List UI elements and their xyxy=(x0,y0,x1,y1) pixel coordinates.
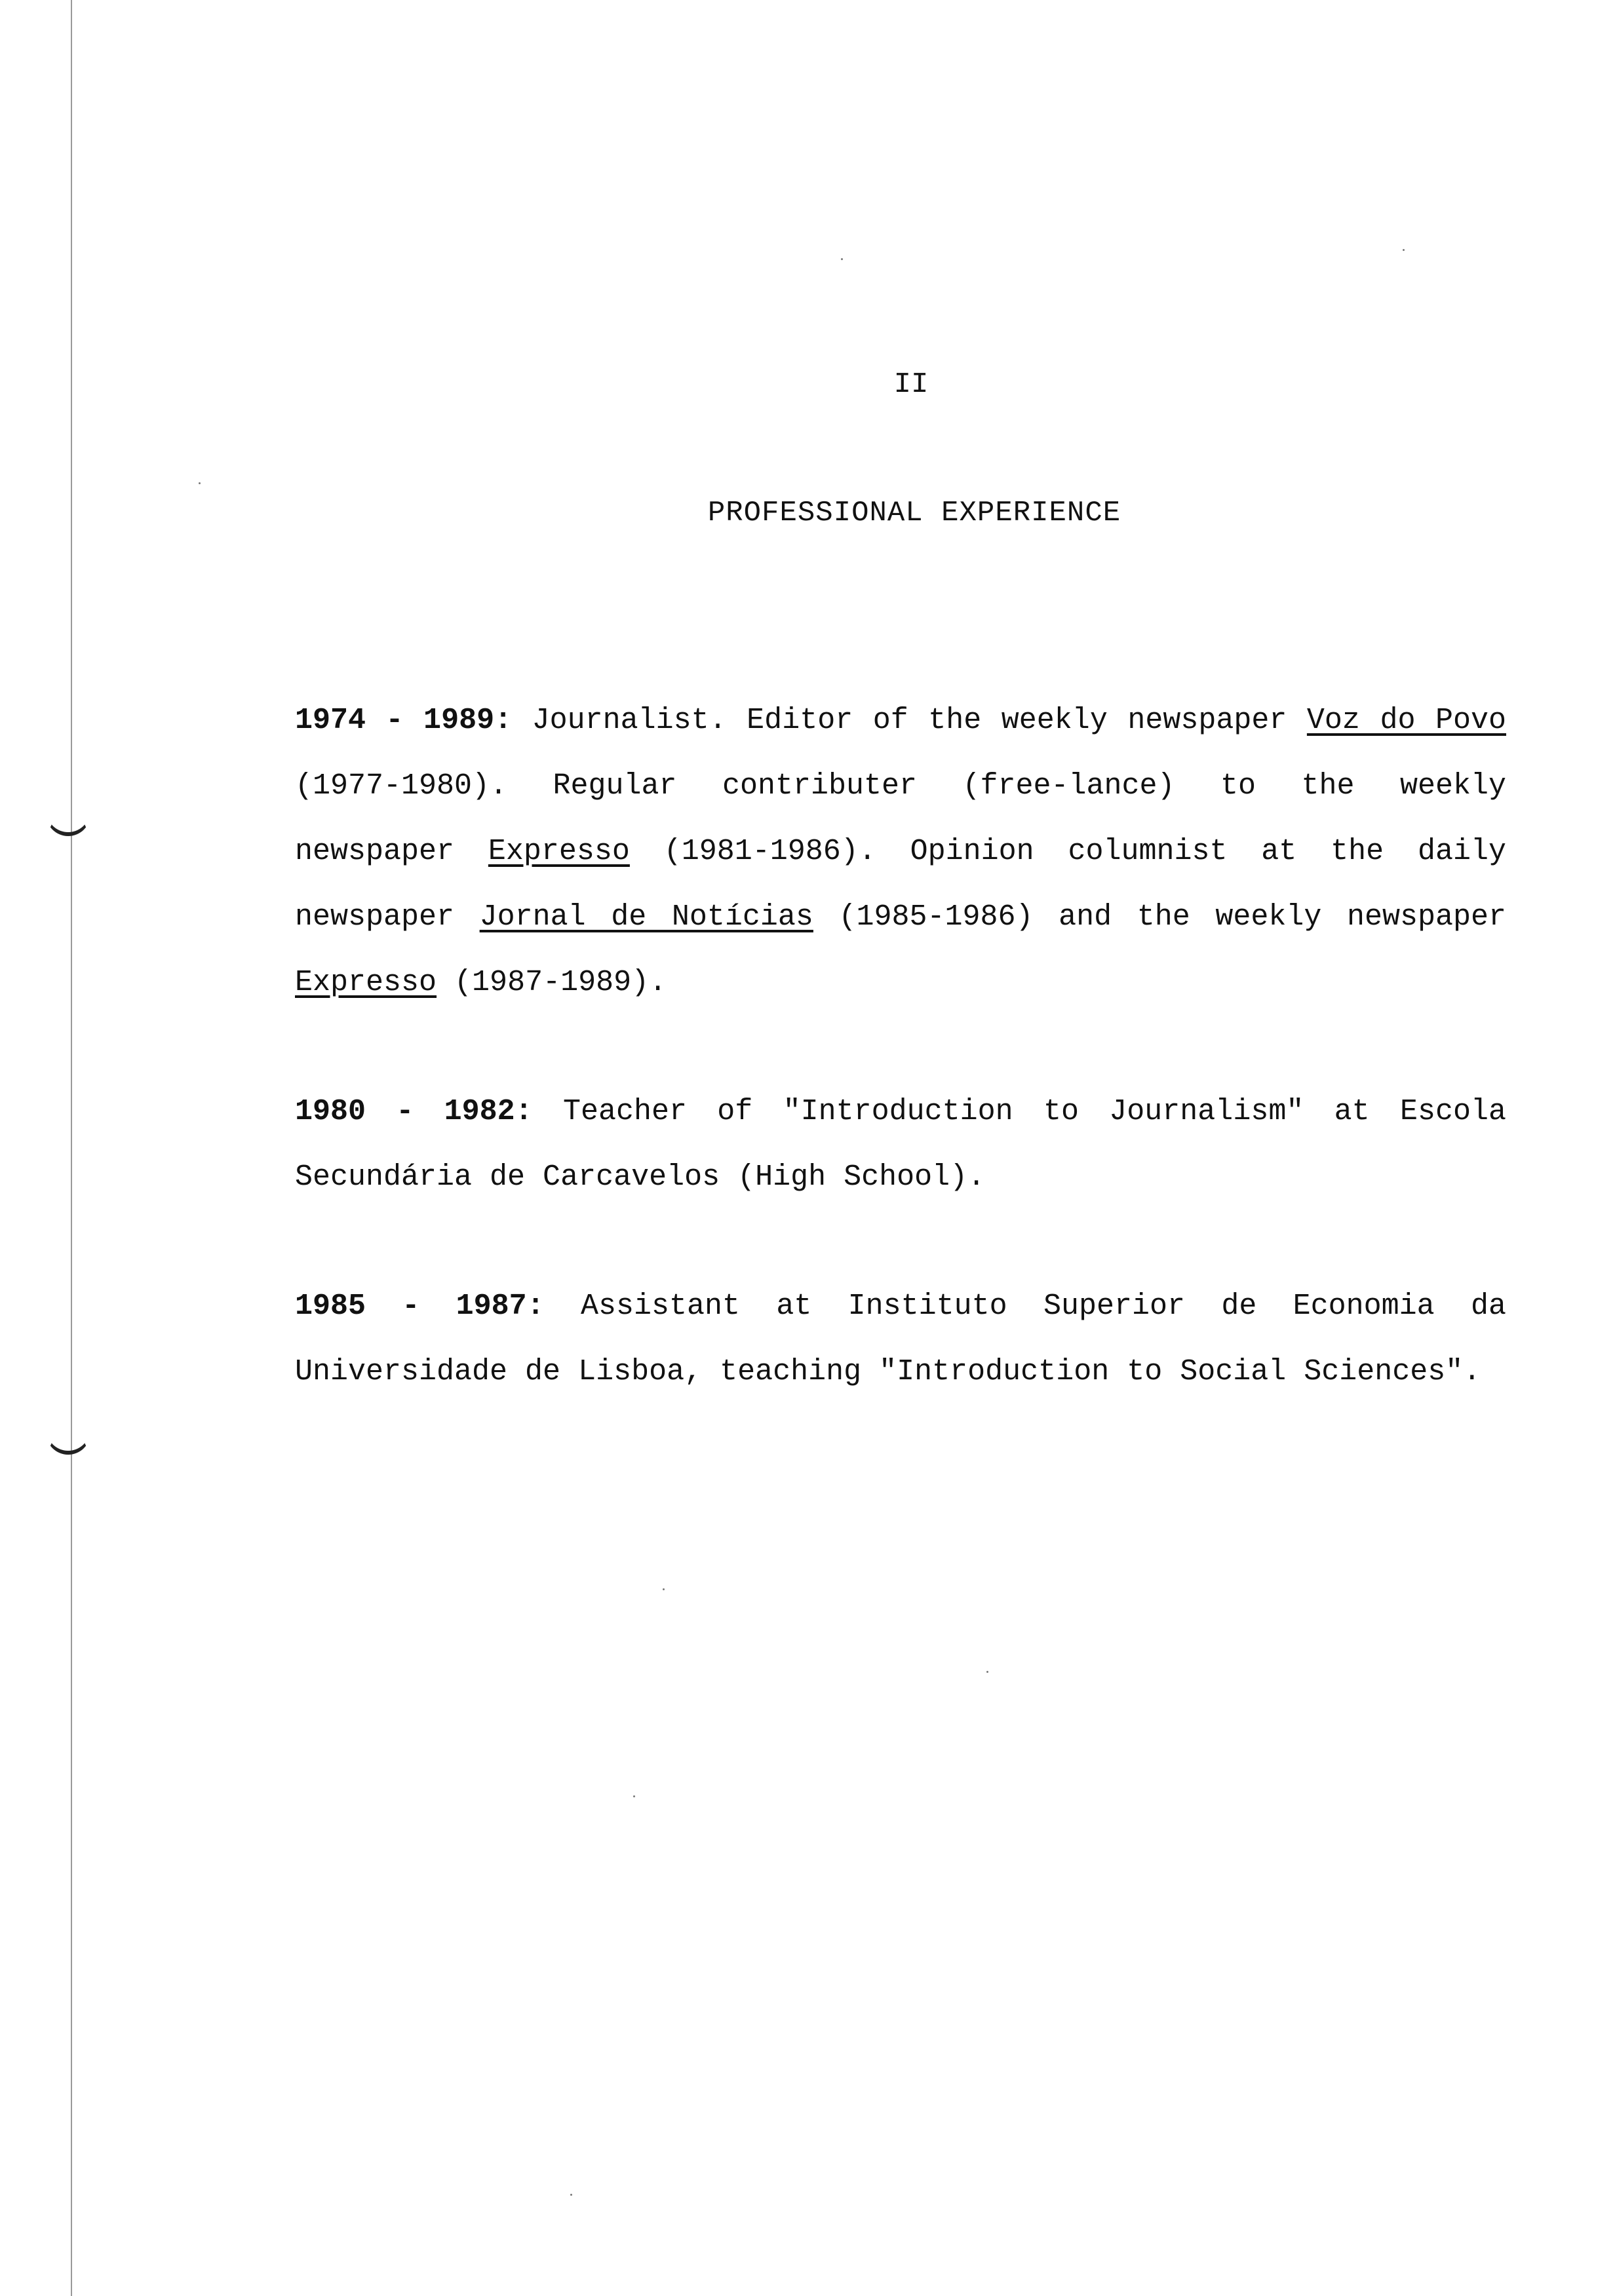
punch-hole-mark-top xyxy=(46,801,90,836)
experience-entry-assistant xyxy=(295,1274,1506,1405)
entry-text: (1985-1986) and the weekly newspaper xyxy=(813,900,1506,934)
entry-text: Journalist. Editor of the weekly newspaper xyxy=(512,704,1307,737)
entry-years: 1985 - 1987: xyxy=(295,1290,545,1323)
scan-speck xyxy=(841,258,843,260)
newspaper-title: Jornal de Notícias xyxy=(479,900,813,934)
experience-entry-teacher xyxy=(295,1079,1506,1210)
binding-margin-line xyxy=(71,0,72,2296)
scan-speck xyxy=(199,482,201,484)
punch-hole-mark-bottom xyxy=(46,1419,90,1455)
scan-speck xyxy=(1403,249,1405,251)
entry-years: 1974 - 1989: xyxy=(295,704,513,737)
scan-speck xyxy=(570,2194,572,2196)
entry-text: (1981-1986). Opinion columnist at the daily newspaper xyxy=(295,835,1506,934)
experience-list xyxy=(295,688,1506,1405)
scan-speck xyxy=(986,1671,988,1673)
entry-years: 1980 - 1982: xyxy=(295,1095,533,1128)
chapter-number: II xyxy=(893,368,929,401)
newspaper-title: Voz do Povo xyxy=(1306,704,1506,737)
entry-text: (1977-1980). Regular contributer (free-lance) to the weekly newspaper xyxy=(295,769,1506,868)
experience-entry-journalism xyxy=(295,688,1506,1016)
scan-speck xyxy=(663,1588,665,1590)
scan-speck xyxy=(633,1795,635,1797)
entry-text: Assistant at Instituto Superior de Economia da Universidade de Lisboa, teaching "Introduction to Social Sciences". xyxy=(295,1290,1506,1388)
section-title: PROFESSIONAL EXPERIENCE xyxy=(707,497,1121,529)
newspaper-title: Expresso xyxy=(295,966,437,999)
entry-text: Teacher of "Introduction to Journalism" at Escola Secundária de Carcavelos (High School). xyxy=(295,1095,1506,1194)
entry-text: (1987-1989). xyxy=(437,966,667,999)
newspaper-title: Expresso xyxy=(488,835,630,868)
